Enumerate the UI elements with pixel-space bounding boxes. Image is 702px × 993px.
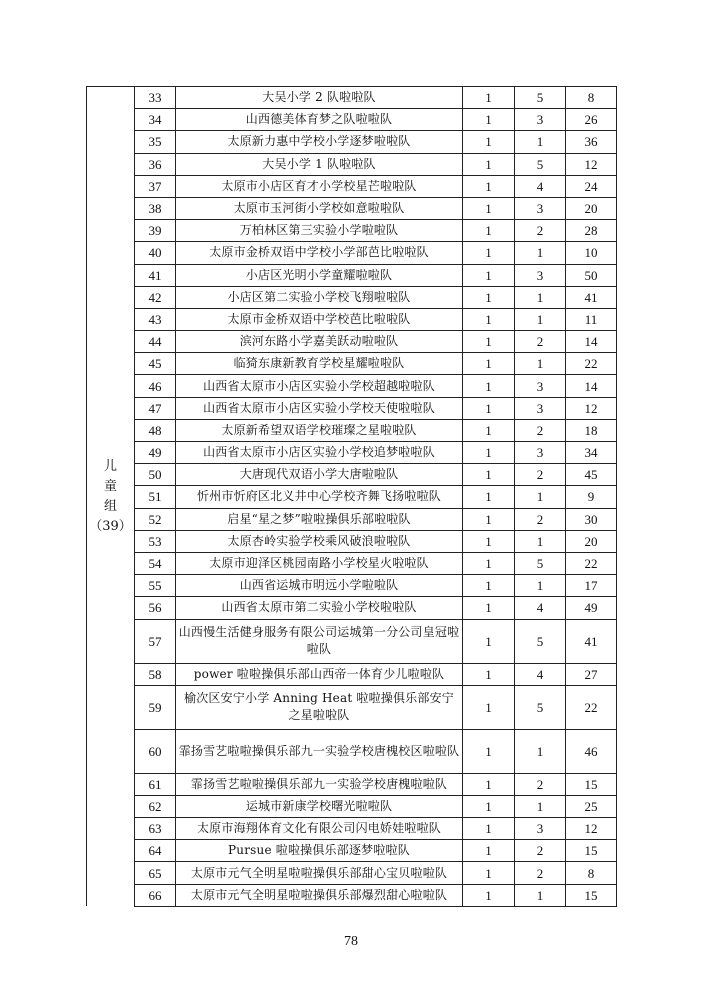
col-b-value: 4 [515,597,566,619]
col-a-value: 1 [463,375,515,397]
row-number: 62 [135,795,176,817]
col-b-value: 1 [515,131,566,153]
col-a-value: 1 [463,87,515,109]
table-row [87,242,617,264]
col-b-value: 1 [515,486,566,508]
table-row [87,840,617,862]
col-b-value: 2 [515,862,566,884]
col-c-value: 8 [566,87,617,109]
team-name: 忻州市忻府区北义井中心学校齐舞飞扬啦啦队 [176,486,463,508]
team-name: 太原市海翔体育文化有限公司闪电娇娃啦啦队 [176,818,463,840]
table-row [87,685,617,729]
team-name: 太原新力惠中学校小学逐梦啦啦队 [176,131,463,153]
group-count: （39） [89,518,132,534]
row-number: 42 [135,286,176,308]
team-name: 大吴小学 1 队啦啦队 [176,153,463,175]
col-c-value: 26 [566,109,617,131]
table-row [87,131,617,153]
col-b-value: 2 [515,840,566,862]
team-name: 榆次区安宁小学 Anning Heat 啦啦操俱乐部安宁之星啦啦队 [176,685,463,729]
team-name: power 啦啦操俱乐部山西帝一体育少儿啦啦队 [176,663,463,685]
col-b-value: 1 [515,884,566,906]
team-name: 霏扬雪艺啦啦操俱乐部九一实验学校唐槐啦啦队 [176,773,463,795]
group-label-2: 童 [103,478,117,494]
group-label-1: 儿 [103,458,117,474]
col-a-value: 1 [463,397,515,419]
col-a-value: 1 [463,331,515,353]
col-a-value: 1 [463,486,515,508]
col-a-value: 1 [463,884,515,906]
col-a-value: 1 [463,353,515,375]
col-b-value: 1 [515,353,566,375]
col-b-value: 2 [515,419,566,441]
col-a-value: 1 [463,242,515,264]
table-row [87,663,617,685]
team-name: 太原新希望双语学校璀璨之星啦啦队 [176,419,463,441]
table-row [87,818,617,840]
col-a-value: 1 [463,818,515,840]
team-name: 霏扬雪艺啦啦操俱乐部九一实验学校唐槐校区啦啦队 [176,729,463,773]
col-a-value: 1 [463,175,515,197]
col-b-value: 3 [515,442,566,464]
col-a-value: 1 [463,575,515,597]
row-number: 64 [135,840,176,862]
row-number: 38 [135,197,176,219]
col-c-value: 41 [566,619,617,663]
col-b-value: 5 [515,87,566,109]
row-number: 45 [135,353,176,375]
col-a-value: 1 [463,197,515,219]
row-number: 51 [135,486,176,508]
team-name: 运城市新康学校曙光啦啦队 [176,795,463,817]
col-b-value: 5 [515,552,566,574]
table-row [87,353,617,375]
col-b-value: 4 [515,663,566,685]
col-a-value: 1 [463,597,515,619]
row-number: 36 [135,153,176,175]
col-b-value: 2 [515,464,566,486]
col-c-value: 8 [566,862,617,884]
team-name: 小店区第二实验小学校飞翔啦啦队 [176,286,463,308]
table-row [87,884,617,906]
table-row [87,197,617,219]
row-number: 52 [135,508,176,530]
col-b-value: 3 [515,818,566,840]
col-c-value: 12 [566,818,617,840]
col-a-value: 1 [463,286,515,308]
team-name: 山西慢生活健身服务有限公司运城第一分公司皇冠啦啦队 [176,619,463,663]
col-c-value: 14 [566,375,617,397]
row-number: 58 [135,663,176,685]
col-b-value: 1 [515,286,566,308]
table-row [87,442,617,464]
table-row [87,397,617,419]
table-row [87,419,617,441]
team-name: 万柏林区第三实验小学啦啦队 [176,220,463,242]
table-row [87,464,617,486]
table-row [87,862,617,884]
team-name: 滨河东路小学嘉美跃动啦啦队 [176,331,463,353]
row-number: 49 [135,442,176,464]
col-b-value: 1 [515,795,566,817]
row-number: 34 [135,109,176,131]
col-c-value: 15 [566,884,617,906]
table-row [87,87,617,109]
team-name: 太原市元气全明星啦啦操俱乐部爆烈甜心啦啦队 [176,884,463,906]
table-row [87,552,617,574]
table-row [87,773,617,795]
row-number: 43 [135,308,176,330]
col-a-value: 1 [463,862,515,884]
col-c-value: 9 [566,486,617,508]
col-a-value: 1 [463,685,515,729]
row-number: 44 [135,331,176,353]
col-c-value: 50 [566,264,617,286]
team-name: 太原市小店区育才小学校星芒啦啦队 [176,175,463,197]
team-name: Pursue 啦啦操俱乐部逐梦啦啦队 [176,840,463,862]
row-number: 53 [135,530,176,552]
team-name: 大唐现代双语小学大唐啦啦队 [176,464,463,486]
team-name: 山西省太原市小店区实验小学校追梦啦啦队 [176,442,463,464]
col-b-value: 2 [515,773,566,795]
table-row [87,286,617,308]
row-number: 50 [135,464,176,486]
col-a-value: 1 [463,308,515,330]
col-c-value: 10 [566,242,617,264]
col-a-value: 1 [463,729,515,773]
col-a-value: 1 [463,464,515,486]
team-name: 山西德美体育梦之队啦啦队 [176,109,463,131]
col-c-value: 22 [566,685,617,729]
col-b-value: 1 [515,530,566,552]
row-number: 65 [135,862,176,884]
col-a-value: 1 [463,530,515,552]
page-number: 78 [344,934,358,949]
col-c-value: 27 [566,663,617,685]
col-a-value: 1 [463,153,515,175]
col-a-value: 1 [463,619,515,663]
col-c-value: 17 [566,575,617,597]
col-b-value: 3 [515,397,566,419]
col-b-value: 5 [515,685,566,729]
team-name: 太原市金桥双语中学校芭比啦啦队 [176,308,463,330]
col-c-value: 30 [566,508,617,530]
table-row [87,597,617,619]
row-number: 61 [135,773,176,795]
table-row [87,530,617,552]
col-b-value: 5 [515,619,566,663]
col-a-value: 1 [463,109,515,131]
col-c-value: 18 [566,419,617,441]
col-c-value: 24 [566,175,617,197]
col-a-value: 1 [463,840,515,862]
col-c-value: 11 [566,308,617,330]
row-number: 55 [135,575,176,597]
team-name: 小店区光明小学童耀啦啦队 [176,264,463,286]
col-b-value: 1 [515,308,566,330]
table-row [87,220,617,242]
col-c-value: 22 [566,353,617,375]
col-a-value: 1 [463,795,515,817]
row-number: 37 [135,175,176,197]
col-c-value: 36 [566,131,617,153]
table-row [87,375,617,397]
col-b-value: 1 [515,729,566,773]
table-row [87,486,617,508]
team-name: 太原杏岭实验学校乘风破浪啦啦队 [176,530,463,552]
col-c-value: 15 [566,773,617,795]
row-number: 33 [135,87,176,109]
team-name: 山西省运城市明远小学啦啦队 [176,575,463,597]
team-name: 太原市玉河街小学校如意啦啦队 [176,197,463,219]
col-c-value: 12 [566,397,617,419]
col-c-value: 20 [566,530,617,552]
table-row [87,175,617,197]
col-a-value: 1 [463,419,515,441]
team-name: 太原市元气全明星啦啦操俱乐部甜心宝贝啦啦队 [176,862,463,884]
col-a-value: 1 [463,264,515,286]
group-cell [87,87,135,907]
row-number: 40 [135,242,176,264]
col-b-value: 1 [515,575,566,597]
group-label-3: 组 [103,498,117,514]
table-row [87,729,617,773]
col-b-value: 3 [515,109,566,131]
row-number: 63 [135,818,176,840]
col-b-value: 3 [515,375,566,397]
col-a-value: 1 [463,663,515,685]
col-c-value: 15 [566,840,617,862]
col-c-value: 20 [566,197,617,219]
col-b-value: 3 [515,197,566,219]
row-number: 48 [135,419,176,441]
table-row [87,508,617,530]
row-number: 59 [135,685,176,729]
team-name: 启星“星之梦”啦啦操俱乐部啦啦队 [176,508,463,530]
row-number: 56 [135,597,176,619]
col-a-value: 1 [463,552,515,574]
team-name: 山西省太原市小店区实验小学校天使啦啦队 [176,397,463,419]
col-c-value: 41 [566,286,617,308]
table-row [87,575,617,597]
row-number: 54 [135,552,176,574]
table-row [87,308,617,330]
col-a-value: 1 [463,442,515,464]
table-row [87,153,617,175]
table-row [87,331,617,353]
team-name: 大吴小学 2 队啦啦队 [176,87,463,109]
row-number: 60 [135,729,176,773]
col-a-value: 1 [463,220,515,242]
col-a-value: 1 [463,508,515,530]
col-c-value: 22 [566,552,617,574]
table-row [87,619,617,663]
team-name: 山西省太原市第二实验小学校啦啦队 [176,597,463,619]
col-c-value: 12 [566,153,617,175]
row-number: 39 [135,220,176,242]
col-b-value: 4 [515,175,566,197]
col-c-value: 45 [566,464,617,486]
row-number: 47 [135,397,176,419]
table-row [87,264,617,286]
table-row [87,795,617,817]
col-b-value: 3 [515,264,566,286]
team-name: 太原市迎泽区桃园南路小学校星火啦啦队 [176,552,463,574]
row-number: 57 [135,619,176,663]
row-number: 66 [135,884,176,906]
registration-table [86,86,617,907]
team-name: 太原市金桥双语中学校小学部芭比啦啦队 [176,242,463,264]
col-b-value: 2 [515,220,566,242]
col-b-value: 2 [515,331,566,353]
col-c-value: 46 [566,729,617,773]
col-c-value: 49 [566,597,617,619]
col-b-value: 5 [515,153,566,175]
col-a-value: 1 [463,773,515,795]
row-number: 46 [135,375,176,397]
col-c-value: 14 [566,331,617,353]
col-b-value: 1 [515,242,566,264]
table-row [87,109,617,131]
team-name: 山西省太原市小店区实验小学校超越啦啦队 [176,375,463,397]
col-a-value: 1 [463,131,515,153]
team-name: 临猗东康新教育学校星耀啦啦队 [176,353,463,375]
col-c-value: 34 [566,442,617,464]
row-number: 35 [135,131,176,153]
row-number: 41 [135,264,176,286]
col-c-value: 28 [566,220,617,242]
col-c-value: 25 [566,795,617,817]
col-b-value: 2 [515,508,566,530]
table-body [87,87,617,907]
